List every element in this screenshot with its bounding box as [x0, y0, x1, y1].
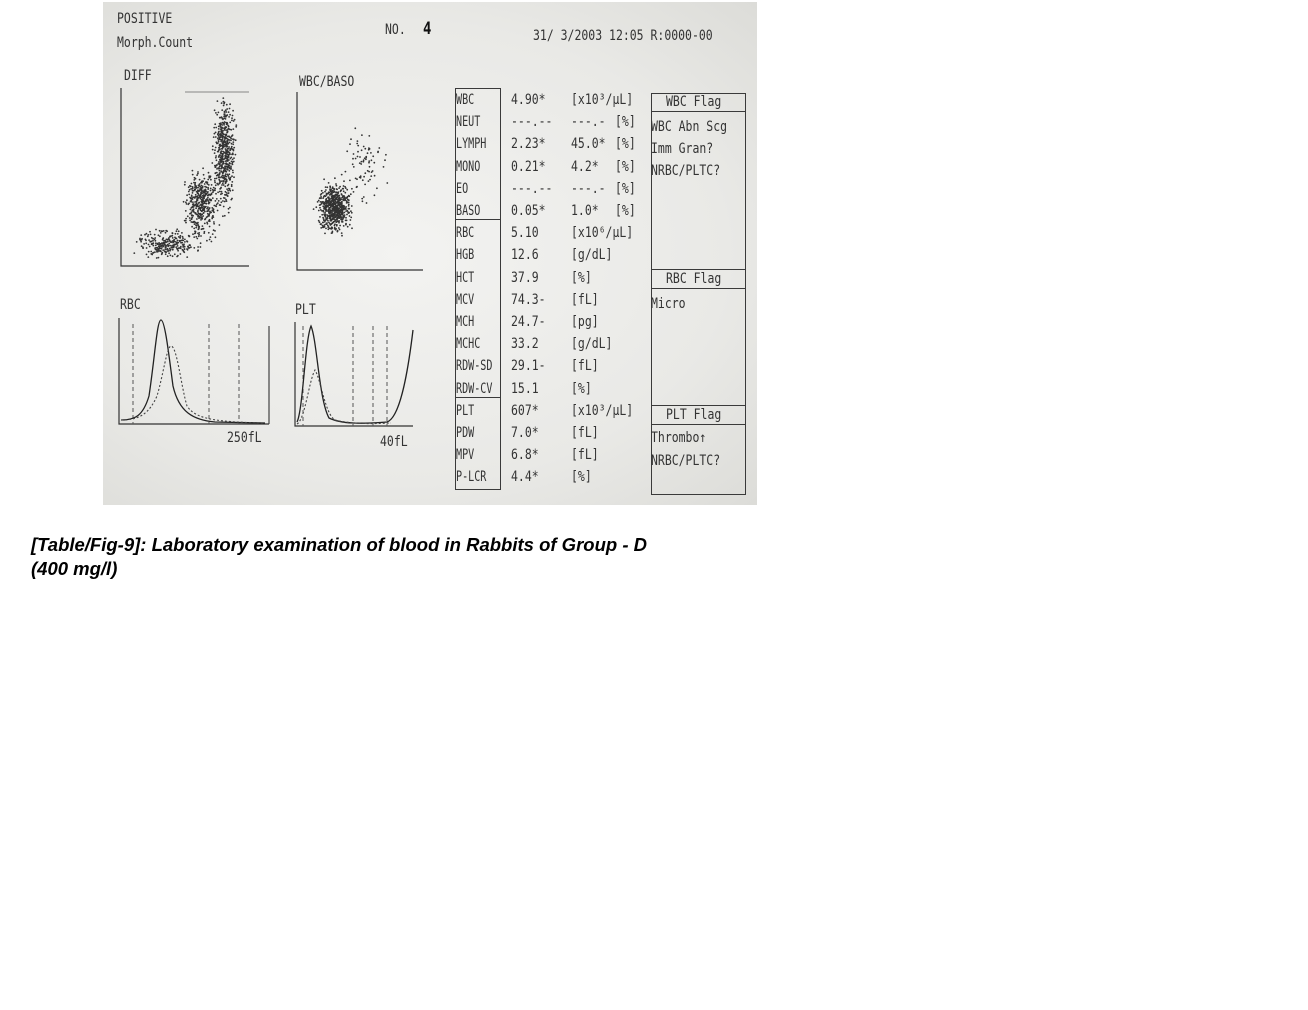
diff-scattergram — [117, 84, 252, 270]
result-value: 24.7- — [511, 314, 546, 330]
result-value: 0.21* — [511, 159, 546, 175]
plt-histogram — [291, 320, 417, 430]
parameter-label: MCV — [456, 292, 475, 308]
wbc-flag-item: Imm Gran? — [651, 141, 714, 157]
result-unit: [%] — [615, 136, 636, 152]
parameter-label: HGB — [456, 247, 475, 263]
result-percent: 1.0* — [571, 203, 599, 219]
result-unit: [x10³/µL] — [571, 92, 634, 108]
result-unit: [%] — [571, 270, 592, 286]
status-text: POSITIVE — [117, 11, 173, 27]
parameter-label: PLT — [456, 403, 475, 419]
param-divider-rbc-plt — [456, 397, 500, 398]
result-value: 4.90* — [511, 92, 546, 108]
rbc-plot-title: RBC — [120, 297, 141, 313]
result-unit: [g/dL] — [571, 336, 613, 352]
caption-line-2: (400 mg/l) — [31, 558, 118, 579]
result-value: 4.4* — [511, 469, 539, 485]
result-value: 7.0* — [511, 425, 539, 441]
param-divider-wbc-rbc — [456, 219, 500, 220]
plt-plot-title: PLT — [295, 302, 316, 318]
parameter-label: NEUT — [456, 114, 481, 130]
result-value: ---.-- — [511, 181, 553, 197]
wbc-baso-scattergram — [293, 88, 428, 278]
rbc-flag-title: RBC Flag — [666, 271, 722, 287]
parameter-label: RDW-SD — [456, 358, 493, 374]
result-unit: [%] — [615, 181, 636, 197]
parameter-label: MPV — [456, 447, 475, 463]
result-value: ---.-- — [511, 114, 553, 130]
parameter-label: WBC — [456, 92, 475, 108]
plt-flag-item: NRBC/PLTC? — [651, 453, 721, 469]
result-value: 5.10 — [511, 225, 539, 241]
mode-text: Morph.Count — [117, 35, 194, 51]
result-unit: [g/dL] — [571, 247, 613, 263]
result-unit: [pg] — [571, 314, 599, 330]
rbc-flag-header — [652, 269, 745, 289]
sample-number-label: NO. — [385, 22, 406, 38]
wbc-baso-plot-title: WBC/BASO — [299, 74, 355, 90]
parameter-label: RDW-CV — [456, 381, 493, 397]
result-value: 29.1- — [511, 358, 546, 374]
parameter-label: MCH — [456, 314, 475, 330]
result-unit: [%] — [615, 159, 636, 175]
result-value: 74.3- — [511, 292, 546, 308]
parameter-label: EO — [456, 181, 469, 197]
result-unit: [x10³/µL] — [571, 403, 634, 419]
parameter-label: HCT — [456, 270, 475, 286]
result-value: 15.1 — [511, 381, 539, 397]
parameter-label: MCHC — [456, 336, 481, 352]
sample-number-value: 4 — [423, 19, 432, 39]
result-unit: [fL] — [571, 447, 599, 463]
parameter-label: RBC — [456, 225, 475, 241]
result-value: 0.05* — [511, 203, 546, 219]
result-value: 37.9 — [511, 270, 539, 286]
rbc-histogram — [115, 316, 275, 428]
result-unit: [%] — [615, 114, 636, 130]
plt-flag-item: Thrombo↑ — [651, 430, 707, 446]
diff-plot-title: DIFF — [124, 68, 152, 84]
wbc-flag-item: NRBC/PLTC? — [651, 163, 721, 179]
rbc-flag-item: Micro — [651, 296, 686, 312]
parameter-label: LYMPH — [456, 136, 487, 152]
result-unit: [fL] — [571, 425, 599, 441]
result-value: 33.2 — [511, 336, 539, 352]
result-percent: 4.2* — [571, 159, 599, 175]
result-percent: ---.- — [571, 181, 606, 197]
wbc-flag-header — [652, 93, 745, 112]
figure-caption — [31, 533, 771, 581]
datetime-text: 31/ 3/2003 12:05 R:0000-00 — [533, 28, 713, 44]
plt-flag-header — [652, 405, 745, 425]
parameter-label: P-LCR — [456, 469, 487, 485]
result-percent: 45.0* — [571, 136, 606, 152]
wbc-flag-title: WBC Flag — [666, 94, 722, 110]
result-unit: [fL] — [571, 292, 599, 308]
parameter-label: BASO — [456, 203, 481, 219]
result-value: 12.6 — [511, 247, 539, 263]
parameter-label: MONO — [456, 159, 481, 175]
result-value: 607* — [511, 403, 539, 419]
plt-flag-title: PLT Flag — [666, 407, 722, 423]
plt-axis-label: 40fL — [380, 434, 408, 450]
rbc-axis-label: 250fL — [227, 430, 262, 446]
analyzer-printout-photo — [103, 2, 757, 505]
result-value: 6.8* — [511, 447, 539, 463]
result-unit: [%] — [615, 203, 636, 219]
result-unit: [fL] — [571, 358, 599, 374]
result-unit: [%] — [571, 381, 592, 397]
result-value: 2.23* — [511, 136, 546, 152]
result-unit: [%] — [571, 469, 592, 485]
parameter-label: PDW — [456, 425, 475, 441]
caption-line-1: [Table/Fig-9]: Laboratory examination of blood in Rabbits of Group - D — [31, 534, 647, 555]
result-percent: ---.- — [571, 114, 606, 130]
result-unit: [x10⁶/µL] — [571, 225, 634, 241]
wbc-flag-item: WBC Abn Scg — [651, 119, 728, 135]
